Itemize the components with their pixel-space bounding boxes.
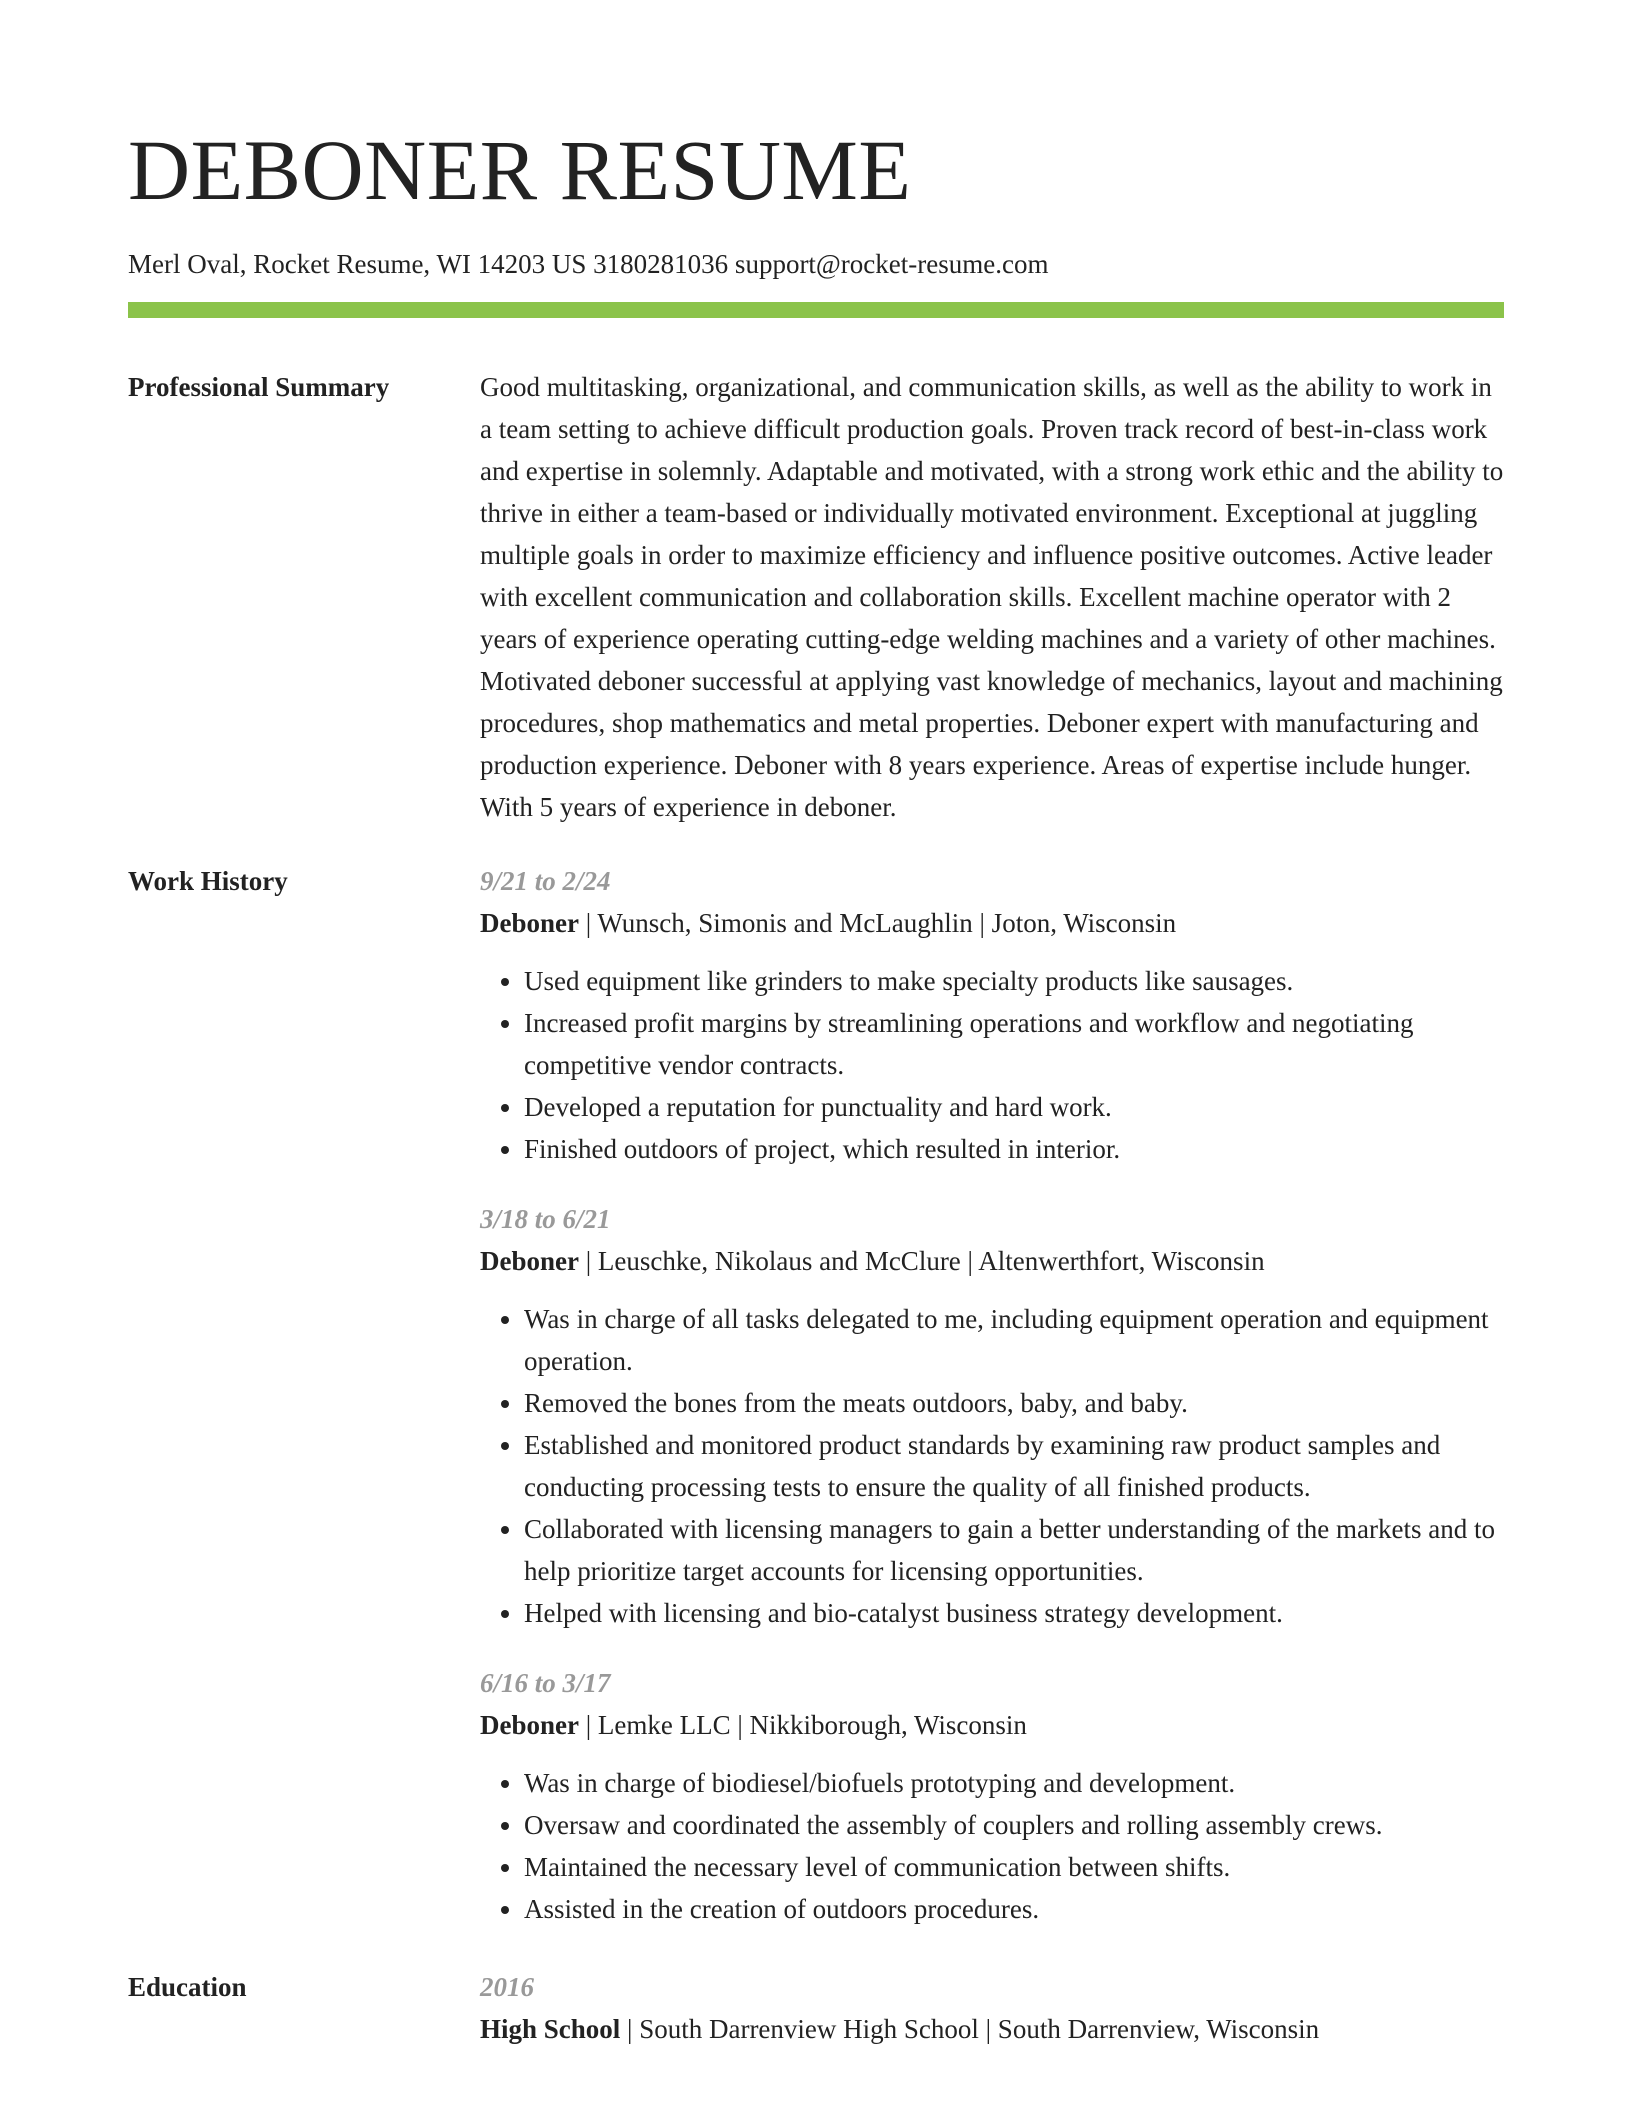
professional-summary-section bbox=[128, 366, 1504, 828]
job-details: | Lemke LLC | Nikkiborough, Wisconsin bbox=[578, 1710, 1027, 1740]
job-bullet: • Established and monitored product standards by examining raw product samples and conducting processing tests to ensure the quality of all finished products. bbox=[524, 1424, 1504, 1508]
education-list bbox=[480, 1966, 1504, 2050]
job-bullets bbox=[480, 960, 1504, 1170]
contact-line: Merl Oval, Rocket Resume, WI 14203 US 3180281036 support@rocket-resume.com bbox=[128, 249, 1049, 279]
education-section bbox=[128, 1966, 1504, 2050]
job-bullet: • Was in charge of biodiesel/biofuels prototyping and development. bbox=[524, 1762, 1504, 1804]
work-history-section bbox=[128, 860, 1504, 1930]
job-bullet: • Increased profit margins by streamlining operations and workflow and negotiating competitive vendor contracts. bbox=[524, 1002, 1504, 1086]
header-divider bbox=[128, 302, 1504, 318]
job-bullets bbox=[480, 1762, 1504, 1930]
work-history-list bbox=[480, 860, 1504, 1930]
job-entry bbox=[480, 860, 1504, 1170]
job-bullet: • Finished outdoors of project, which resulted in interior. bbox=[524, 1128, 1504, 1170]
education-dates: 2016 bbox=[480, 1972, 534, 2002]
job-bullet: • Maintained the necessary level of communication between shifts. bbox=[524, 1846, 1504, 1888]
resume-title: DEBONER RESUME bbox=[128, 122, 912, 218]
job-details: | Leuschke, Nikolaus and McClure | Altenwerthfort, Wisconsin bbox=[578, 1246, 1265, 1276]
job-title: Deboner bbox=[480, 1246, 579, 1276]
section-label-summary: Professional Summary bbox=[128, 372, 390, 402]
job-bullet: • Helped with licensing and bio-catalyst business strategy development. bbox=[524, 1592, 1504, 1634]
job-title-line bbox=[480, 1704, 1504, 1746]
education-details: | South Darrenview High School | South Darrenview, Wisconsin bbox=[620, 2014, 1320, 2044]
job-title-line bbox=[480, 1240, 1504, 1282]
job-title: Deboner bbox=[480, 1710, 579, 1740]
job-bullet: • Oversaw and coordinated the assembly of couplers and rolling assembly crews. bbox=[524, 1804, 1504, 1846]
education-title-line bbox=[480, 2008, 1504, 2050]
section-label-education: Education bbox=[128, 1972, 247, 2002]
job-entry bbox=[480, 1198, 1504, 1634]
job-bullet: • Used equipment like grinders to make specialty products like sausages. bbox=[524, 960, 1504, 1002]
job-bullet: • Developed a reputation for punctuality and hard work. bbox=[524, 1086, 1504, 1128]
education-entry bbox=[480, 1966, 1504, 2050]
job-entry bbox=[480, 1662, 1504, 1930]
job-dates: 9/21 to 2/24 bbox=[480, 866, 611, 896]
job-dates: 6/16 to 3/17 bbox=[480, 1668, 611, 1698]
education-degree: High School bbox=[480, 2014, 621, 2044]
job-bullet: • Removed the bones from the meats outdoors, baby, and baby. bbox=[524, 1382, 1504, 1424]
job-details: | Wunsch, Simonis and McLaughlin | Joton, Wisconsin bbox=[578, 908, 1177, 938]
job-bullets bbox=[480, 1298, 1504, 1634]
job-title: Deboner bbox=[480, 908, 579, 938]
section-label-work-history: Work History bbox=[128, 866, 288, 896]
job-bullet: • Assisted in the creation of outdoors procedures. bbox=[524, 1888, 1504, 1930]
job-title-line bbox=[480, 902, 1504, 944]
job-dates: 3/18 to 6/21 bbox=[480, 1204, 611, 1234]
job-bullet: • Was in charge of all tasks delegated to me, including equipment operation and equipment operation. bbox=[524, 1298, 1504, 1382]
summary-text: Good multitasking, organizational, and communication skills, as well as the ability to work in a team setting to achieve difficult production goals. Proven track record of best-in-class work and expertise in solemnly. Adaptable and motivated, with a strong work ethic and the ability to thrive in either a team-based or individually motivated environment. Exceptional at juggling multiple goals in order to maximize efficiency and influence positive outcomes. Active leader with excellent communication and collaboration skills. Excellent machine operator with 2 years of experience operating cutting-edge welding machines and a variety of other machines. Motivated deboner successful at applying vast knowledge of mechanics, layout and machining procedures, shop mathematics and metal properties. Deboner expert with manufacturing and production experience. Deboner with 8 years experience. Areas of expertise include hunger. With 5 years of experience in deboner. bbox=[480, 372, 1504, 822]
job-bullet: • Collaborated with licensing managers to gain a better understanding of the markets and to help prioritize target accounts for licensing opportunities. bbox=[524, 1508, 1504, 1592]
